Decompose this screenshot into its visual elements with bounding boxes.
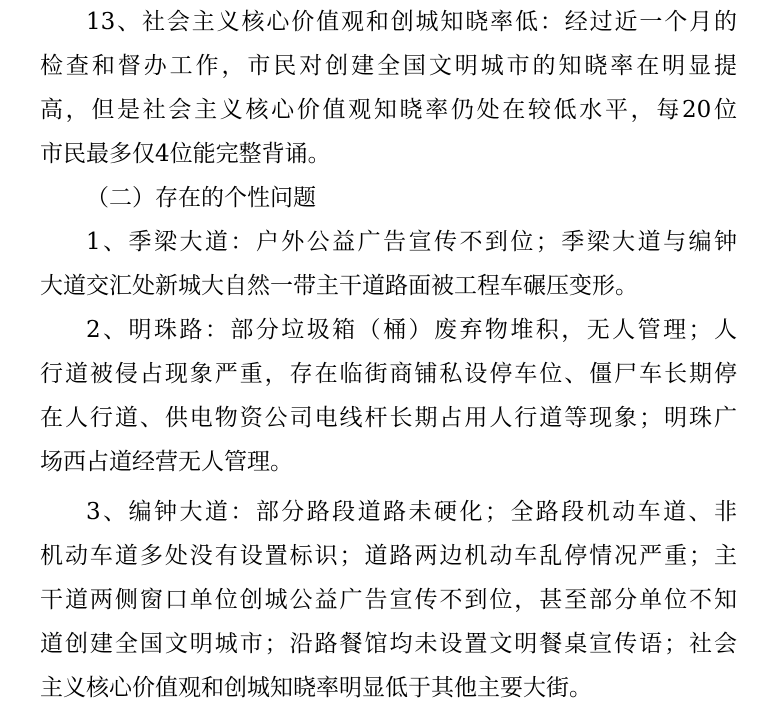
item-2-line-3: 在人行道、供电物资公司电线杆长期占用人行道等现象；明珠广 [40,405,737,431]
item-3-line-1: 3、编钟大道：部分路段道路未硬化；全路段机动车道、非 [86,499,737,525]
item-1-line-1: 1、季梁大道：户外公益广告宣传不到位；季梁大道与编钟 [86,229,737,255]
item-1-line-2: 大道交汇处新城大自然一带主干道路面被工程车碾压变形。 [40,273,638,299]
item-3-line-2: 机动车道多处没有设置标识；道路两边机动车乱停情况严重；主 [40,543,737,569]
item-13-line-1: 13、社会主义核心价值观和创城知晓率低：经过近一个月的 [86,9,737,35]
item-3-line-5: 主义核心价值观和创城知晓率明显低于其他主要大街。 [40,675,592,701]
item-13-line-4: 市民最多仅4位能完整背诵。 [40,141,331,167]
item-3-line-4: 道创建全国文明城市；沿路餐馆均未设置文明餐桌宣传语；社会 [40,631,737,657]
item-2-line-1: 2、明珠路：部分垃圾箱（桶）废弃物堆积，无人管理；人 [86,317,737,343]
item-3-line-3: 干道两侧窗口单位创城公益广告宣传不到位，甚至部分单位不知 [40,587,737,613]
section-heading: （二）存在的个性问题 [86,185,316,211]
item-2-line-2: 行道被侵占现象严重，存在临街商铺私设停车位、僵尸车长期停 [40,361,737,387]
item-13-line-2: 检查和督办工作，市民对创建全国文明城市的知晓率在明显提 [40,53,737,79]
item-2-line-4: 场西占道经营无人管理。 [40,449,293,475]
item-13-line-3: 高，但是社会主义核心价值观知晓率仍处在较低水平，每20位 [40,97,737,123]
